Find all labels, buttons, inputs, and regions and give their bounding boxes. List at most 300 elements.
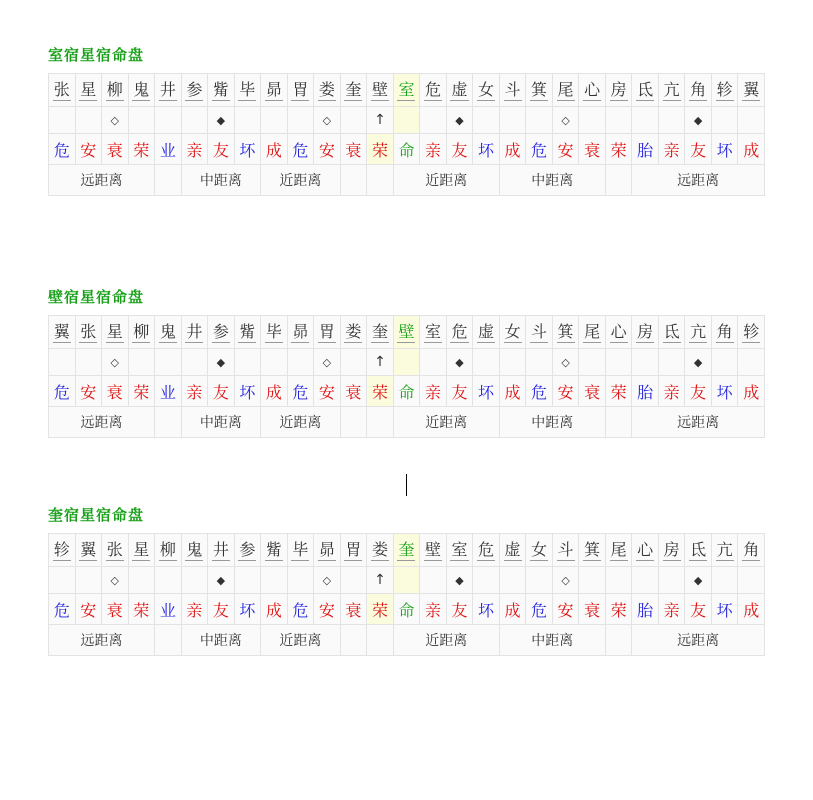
relation-label: 危 [531,382,548,402]
mansion-cell[interactable] [314,534,341,567]
mansion-cell[interactable] [658,534,685,567]
mansion-cell[interactable] [658,74,685,107]
relation-cell[interactable] [49,134,76,165]
mansion-label: 角 [743,539,760,559]
relation-cell[interactable] [287,376,314,407]
mansion-cell[interactable] [155,74,182,107]
mansion-cell[interactable] [367,316,394,349]
open-diamond-icon: ◇ [552,567,579,594]
relation-label: 安 [318,382,335,402]
marker-cell-empty [234,567,261,594]
relation-cell[interactable] [340,376,367,407]
marker-cell-empty [499,107,526,134]
mansion-chart-table [48,315,765,438]
relation-cell[interactable] [658,376,685,407]
relation-row [49,134,765,165]
marker-cell-empty [499,567,526,594]
relation-label: 友 [690,600,707,620]
mansion-cell[interactable] [102,534,129,567]
mansion-cell[interactable] [420,316,447,349]
mansion-cell[interactable] [711,534,738,567]
mansion-label: 井 [159,79,176,99]
relation-cell[interactable] [75,594,102,625]
mansion-cell[interactable] [367,74,394,107]
mansion-cell[interactable] [340,74,367,107]
distance-cell-empty [367,407,394,438]
marker-cell-empty [128,107,155,134]
mansion-label: 娄 [371,539,388,559]
relation-cell[interactable] [393,594,420,625]
marker-cell-empty [526,349,553,376]
relation-cell[interactable] [658,134,685,165]
relation-cell[interactable] [499,376,526,407]
relation-cell[interactable] [685,376,712,407]
relation-cell[interactable] [261,134,288,165]
relation-label: 亲 [424,382,441,402]
mansion-cell[interactable] [685,534,712,567]
relation-cell[interactable] [261,376,288,407]
filled-diamond-icon: ◆ [446,107,473,134]
relation-label: 危 [53,140,70,160]
relation-cell[interactable] [632,594,659,625]
mansion-cell[interactable] [75,74,102,107]
marker-cell-empty [632,107,659,134]
mansion-cell[interactable] [314,74,341,107]
mansion-cell[interactable] [605,316,632,349]
relation-cell[interactable] [234,376,261,407]
relation-cell[interactable] [393,376,420,407]
mansion-cell[interactable] [552,316,579,349]
relation-label: 坏 [478,382,495,402]
marker-row [49,567,765,594]
mansion-cell[interactable] [526,316,553,349]
relation-cell[interactable] [605,376,632,407]
chart-block-kui [48,504,813,656]
marker-cell-empty [155,567,182,594]
mansion-cell[interactable] [261,534,288,567]
distance-cell: 远距离 [49,407,155,438]
mansion-row [49,534,765,567]
mansion-cell[interactable] [287,534,314,567]
distance-cell-empty [605,625,632,656]
marker-cell-empty [340,349,367,376]
relation-cell[interactable] [711,594,738,625]
distance-cell-empty [155,625,182,656]
relation-label: 坏 [239,140,256,160]
relation-label: 亲 [186,600,203,620]
relation-cell[interactable] [552,376,579,407]
open-diamond-icon: ◇ [102,107,129,134]
mansion-label: 胃 [292,79,309,99]
up-arrow-icon: ↑ [367,107,394,134]
marker-cell-empty [605,107,632,134]
relation-cell[interactable] [367,134,394,165]
mansion-cell[interactable] [579,74,606,107]
relation-cell[interactable] [287,594,314,625]
relation-label: 衰 [345,382,362,402]
mansion-label: 翼 [80,539,97,559]
relation-cell[interactable] [234,594,261,625]
mansion-cell[interactable] [473,534,500,567]
relation-label: 危 [53,600,70,620]
mansion-cell[interactable] [181,316,208,349]
relation-cell[interactable] [738,594,765,625]
marker-cell-empty [579,567,606,594]
relation-cell[interactable] [738,134,765,165]
mansion-label: 柳 [106,79,123,99]
relation-cell[interactable] [552,594,579,625]
mansion-cell[interactable] [102,74,129,107]
relation-cell[interactable] [49,376,76,407]
mansion-cell[interactable] [552,534,579,567]
distance-cell-empty [340,165,367,196]
relation-cell[interactable] [446,594,473,625]
marker-cell-empty [128,349,155,376]
relation-cell[interactable] [526,134,553,165]
mansion-cell[interactable] [738,74,765,107]
relation-cell[interactable] [155,376,182,407]
relation-label: 成 [265,382,282,402]
mansion-cell[interactable] [632,534,659,567]
relation-cell[interactable] [181,594,208,625]
relation-label: 安 [80,140,97,160]
relation-cell[interactable] [155,594,182,625]
mansion-cell[interactable] [102,316,129,349]
mansion-cell[interactable] [738,534,765,567]
mansion-cell[interactable] [155,316,182,349]
mansion-label: 氐 [637,79,654,99]
relation-cell[interactable] [314,134,341,165]
mansion-cell[interactable] [446,316,473,349]
mansion-cell[interactable] [393,534,420,567]
mansion-label: 轸 [53,539,70,559]
relation-label: 衰 [584,140,601,160]
relation-label: 危 [53,382,70,402]
mansion-label: 奎 [398,539,415,559]
distance-cell: 中距离 [499,625,605,656]
mansion-cell[interactable] [420,74,447,107]
mansion-cell[interactable] [128,74,155,107]
mansion-cell[interactable] [340,316,367,349]
distance-cell: 近距离 [393,407,499,438]
marker-cell-empty [658,107,685,134]
relation-cell[interactable] [102,594,129,625]
relation-cell[interactable] [579,376,606,407]
mansion-label: 亢 [690,321,707,341]
mansion-cell[interactable] [711,316,738,349]
relation-cell[interactable] [446,134,473,165]
mansion-cell[interactable] [552,74,579,107]
mansion-cell[interactable] [499,316,526,349]
marker-cell-empty [420,349,447,376]
mansion-label: 毕 [239,79,256,99]
mansion-label: 女 [531,539,548,559]
mansion-cell[interactable] [446,534,473,567]
relation-row [49,376,765,407]
relation-label: 衰 [345,600,362,620]
relation-label: 亲 [663,382,680,402]
mansion-label: 井 [186,321,203,341]
mansion-row [49,316,765,349]
mansion-cell[interactable] [685,74,712,107]
relation-cell[interactable] [261,594,288,625]
relation-cell[interactable] [102,134,129,165]
relation-label: 安 [318,600,335,620]
filled-diamond-icon: ◆ [685,567,712,594]
relation-label: 荣 [133,140,150,160]
mansion-cell[interactable] [340,534,367,567]
mansion-cell[interactable] [473,316,500,349]
marker-cell-empty [287,107,314,134]
relation-label: 坏 [716,382,733,402]
mansion-cell[interactable] [605,74,632,107]
mansion-cell[interactable] [658,316,685,349]
mansion-cell[interactable] [208,534,235,567]
mansion-cell[interactable] [579,316,606,349]
mansion-cell[interactable] [685,316,712,349]
relation-cell[interactable] [102,376,129,407]
mansion-cell[interactable] [499,74,526,107]
marker-cell-empty [420,107,447,134]
marker-cell-empty [711,349,738,376]
mansion-label: 翼 [53,321,70,341]
relation-cell[interactable] [181,134,208,165]
relation-cell[interactable] [420,134,447,165]
relation-cell[interactable] [711,376,738,407]
relation-cell[interactable] [181,376,208,407]
relation-cell[interactable] [208,376,235,407]
distance-cell: 近距离 [261,407,341,438]
marker-cell-empty [711,107,738,134]
marker-cell-empty [155,349,182,376]
relation-cell[interactable] [234,134,261,165]
relation-cell[interactable] [420,376,447,407]
distance-cell-empty [340,625,367,656]
relation-cell[interactable] [605,594,632,625]
mansion-cell[interactable] [75,316,102,349]
mansion-cell[interactable] [367,534,394,567]
chart-title: 壁宿星宿命盘 [48,288,145,306]
marker-cell-empty [579,349,606,376]
mansion-cell[interactable] [287,316,314,349]
marker-cell-empty [49,107,76,134]
mansion-label: 张 [106,539,123,559]
relation-label: 亲 [186,382,203,402]
mansion-label: 斗 [531,321,548,341]
relation-label: 荣 [371,600,388,620]
filled-diamond-icon: ◆ [685,107,712,134]
mansion-cell[interactable] [261,74,288,107]
relation-cell[interactable] [632,376,659,407]
mansion-label: 房 [637,321,654,341]
relation-label: 业 [159,140,176,160]
mansion-cell[interactable] [393,316,420,349]
marker-cell-empty [473,567,500,594]
relation-cell[interactable] [208,134,235,165]
mansion-cell[interactable] [128,316,155,349]
distance-row [49,625,765,656]
mansion-label: 昴 [265,79,282,99]
mansion-label: 娄 [318,79,335,99]
mansion-cell[interactable] [579,534,606,567]
distance-cell: 近距离 [261,165,341,196]
relation-label: 荣 [371,140,388,160]
open-diamond-icon: ◇ [314,107,341,134]
chart-body-0 [49,74,765,196]
relation-cell[interactable] [473,594,500,625]
relation-cell[interactable] [287,134,314,165]
mansion-cell[interactable] [711,74,738,107]
mansion-cell[interactable] [128,534,155,567]
mansion-cell[interactable] [314,316,341,349]
mansion-label: 室 [424,321,441,341]
relation-cell[interactable] [685,594,712,625]
filled-diamond-icon: ◆ [446,349,473,376]
up-arrow-icon: ↑ [367,567,394,594]
mansion-label: 箕 [531,79,548,99]
mansion-cell[interactable] [49,74,76,107]
relation-cell[interactable] [579,134,606,165]
relation-cell[interactable] [314,594,341,625]
marker-cell-empty [340,567,367,594]
mansion-label: 井 [212,539,229,559]
marker-cell-empty [393,107,420,134]
relation-cell[interactable] [75,134,102,165]
distance-cell: 远距离 [49,165,155,196]
relation-cell[interactable] [314,376,341,407]
relation-cell[interactable] [128,376,155,407]
mansion-cell[interactable] [499,534,526,567]
mansion-cell[interactable] [49,316,76,349]
relation-cell[interactable] [208,594,235,625]
distance-cell-empty [340,407,367,438]
relation-label: 亲 [663,600,680,620]
relation-cell[interactable] [128,134,155,165]
mansion-cell[interactable] [49,534,76,567]
relation-cell[interactable] [473,134,500,165]
marker-cell-empty [393,567,420,594]
relation-label: 友 [451,382,468,402]
mansion-cell[interactable] [632,316,659,349]
distance-cell: 中距离 [181,165,261,196]
relation-cell[interactable] [367,594,394,625]
relation-cell[interactable] [552,134,579,165]
marker-cell-empty [526,567,553,594]
chart-body-2 [49,534,765,656]
mansion-cell[interactable] [208,316,235,349]
relation-label: 危 [292,600,309,620]
mansion-label: 参 [212,321,229,341]
mansion-cell[interactable] [181,74,208,107]
mansion-cell[interactable] [526,534,553,567]
relation-label: 成 [265,140,282,160]
mansion-cell[interactable] [261,316,288,349]
mansion-row [49,74,765,107]
relation-cell[interactable] [526,594,553,625]
relation-label: 成 [504,382,521,402]
mansion-label: 箕 [557,321,574,341]
marker-cell-empty [181,349,208,376]
distance-cell-empty [367,165,394,196]
relation-cell[interactable] [685,134,712,165]
mansion-cell[interactable] [632,74,659,107]
relation-cell[interactable] [446,376,473,407]
mansion-label: 毕 [292,539,309,559]
mansion-label: 虚 [504,539,521,559]
mansion-cell[interactable] [234,534,261,567]
mansion-cell[interactable] [393,74,420,107]
relation-cell[interactable] [420,594,447,625]
relation-cell[interactable] [658,594,685,625]
mansion-cell[interactable] [75,534,102,567]
mansion-cell[interactable] [738,316,765,349]
relation-cell[interactable] [340,134,367,165]
relation-label: 命 [398,600,415,620]
marker-cell-empty [499,349,526,376]
relation-cell[interactable] [711,134,738,165]
relation-cell[interactable] [499,594,526,625]
marker-cell-empty [526,107,553,134]
mansion-label: 轸 [743,321,760,341]
relation-label: 危 [292,140,309,160]
mansion-cell[interactable] [234,316,261,349]
relation-label: 胎 [637,382,654,402]
mansion-cell[interactable] [155,534,182,567]
mansion-label: 昴 [318,539,335,559]
relation-cell[interactable] [155,134,182,165]
mansion-cell[interactable] [208,74,235,107]
relation-label: 亲 [663,140,680,160]
relation-label: 胎 [637,140,654,160]
relation-cell[interactable] [526,376,553,407]
relation-cell[interactable] [499,134,526,165]
relation-cell[interactable] [605,134,632,165]
distance-cell-empty [605,165,632,196]
mansion-cell[interactable] [181,534,208,567]
relation-cell[interactable] [367,376,394,407]
relation-cell[interactable] [579,594,606,625]
mansion-label: 虚 [478,321,495,341]
mansion-cell[interactable] [526,74,553,107]
relation-cell[interactable] [49,594,76,625]
distance-cell: 中距离 [499,407,605,438]
mansion-cell[interactable] [605,534,632,567]
mansion-cell[interactable] [420,534,447,567]
text-caret-area[interactable] [48,464,765,504]
relation-label: 安 [557,600,574,620]
marker-cell-empty [287,567,314,594]
relation-label: 友 [690,382,707,402]
relation-cell[interactable] [473,376,500,407]
mansion-label: 张 [53,79,70,99]
relation-label: 荣 [133,600,150,620]
relation-cell[interactable] [738,376,765,407]
mansion-label: 氐 [690,539,707,559]
mansion-cell[interactable] [446,74,473,107]
relation-cell[interactable] [632,134,659,165]
marker-cell-empty [261,567,288,594]
distance-cell: 近距离 [261,625,341,656]
mansion-cell[interactable] [473,74,500,107]
mansion-cell[interactable] [234,74,261,107]
relation-label: 衰 [345,140,362,160]
relation-cell[interactable] [75,376,102,407]
relation-label: 衰 [106,382,123,402]
relation-cell[interactable] [128,594,155,625]
mansion-cell[interactable] [287,74,314,107]
relation-cell[interactable] [340,594,367,625]
relation-cell[interactable] [393,134,420,165]
